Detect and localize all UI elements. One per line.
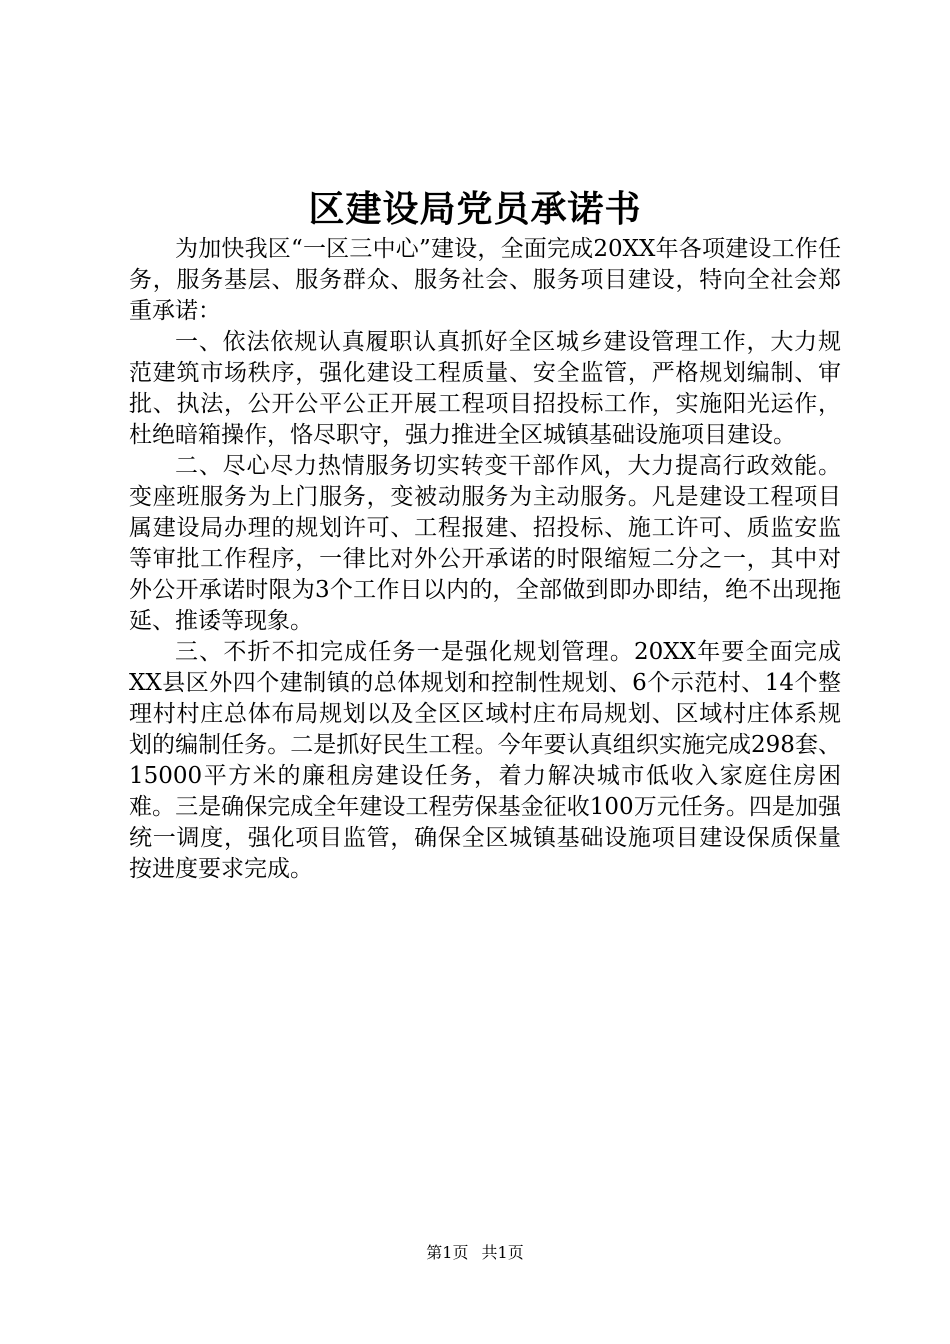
page-footer: [0, 1242, 950, 1264]
document-title: 区建设局党员承诺书: [308, 188, 642, 230]
page-number: 第1页: [426, 1243, 469, 1262]
document-body: [129, 234, 841, 885]
page-total: 共1页: [481, 1243, 524, 1262]
commitment-paragraph-2: 二、尽心尽力热情服务切实转变干部作风，大力提高行政效能。变座班服务为上门服务，变被动服务为主动服务。凡是建设工程项目属建设局办理的规划许可、工程报建、招投标、施工许可、质监安监等审批工作程序，一律比对外公开承诺的时限缩短二分之一，其中对外公开承诺时限为3个工作日以内的，全部做到即办即结，绝不出现拖延、推诿等现象。: [129, 453, 841, 634]
intro-paragraph: 为加快我区“一区三中心”建设，全面完成20XX年各项建设工作任务，服务基层、服务群众、服务社会、服务项目建设，特向全社会郑重承诺：: [129, 236, 841, 324]
commitment-paragraph-3: 三、不折不扣完成任务一是强化规划管理。20XX年要全面完成XX县区外四个建制镇的总体规划和控制性规划、6个示范村、14个整理村村庄总体布局规划以及全区区域村庄布局规划、区域村庄体系规划的编制任务。二是抓好民生工程。今年要认真组织实施完成298套、15000平方米的廉租房建设任务，着力解决城市低收入家庭住房困难。三是确保完成全年建设工程劳保基金征收100万元任务。四是加强统一调度，强化项目监管，确保全区城镇基础设施项目建设保质保量按进度要求完成。: [129, 639, 841, 882]
commitment-paragraph-1: 一、依法依规认真履职认真抓好全区城乡建设管理工作，大力规范建筑市场秩序，强化建设工程质量、安全监管，严格规划编制、审批、执法，公开公平公正开展工程项目招投标工作，实施阳光运作，杜绝暗箱操作，恪尽职守，强力推进全区城镇基础设施项目建设。: [129, 329, 841, 448]
